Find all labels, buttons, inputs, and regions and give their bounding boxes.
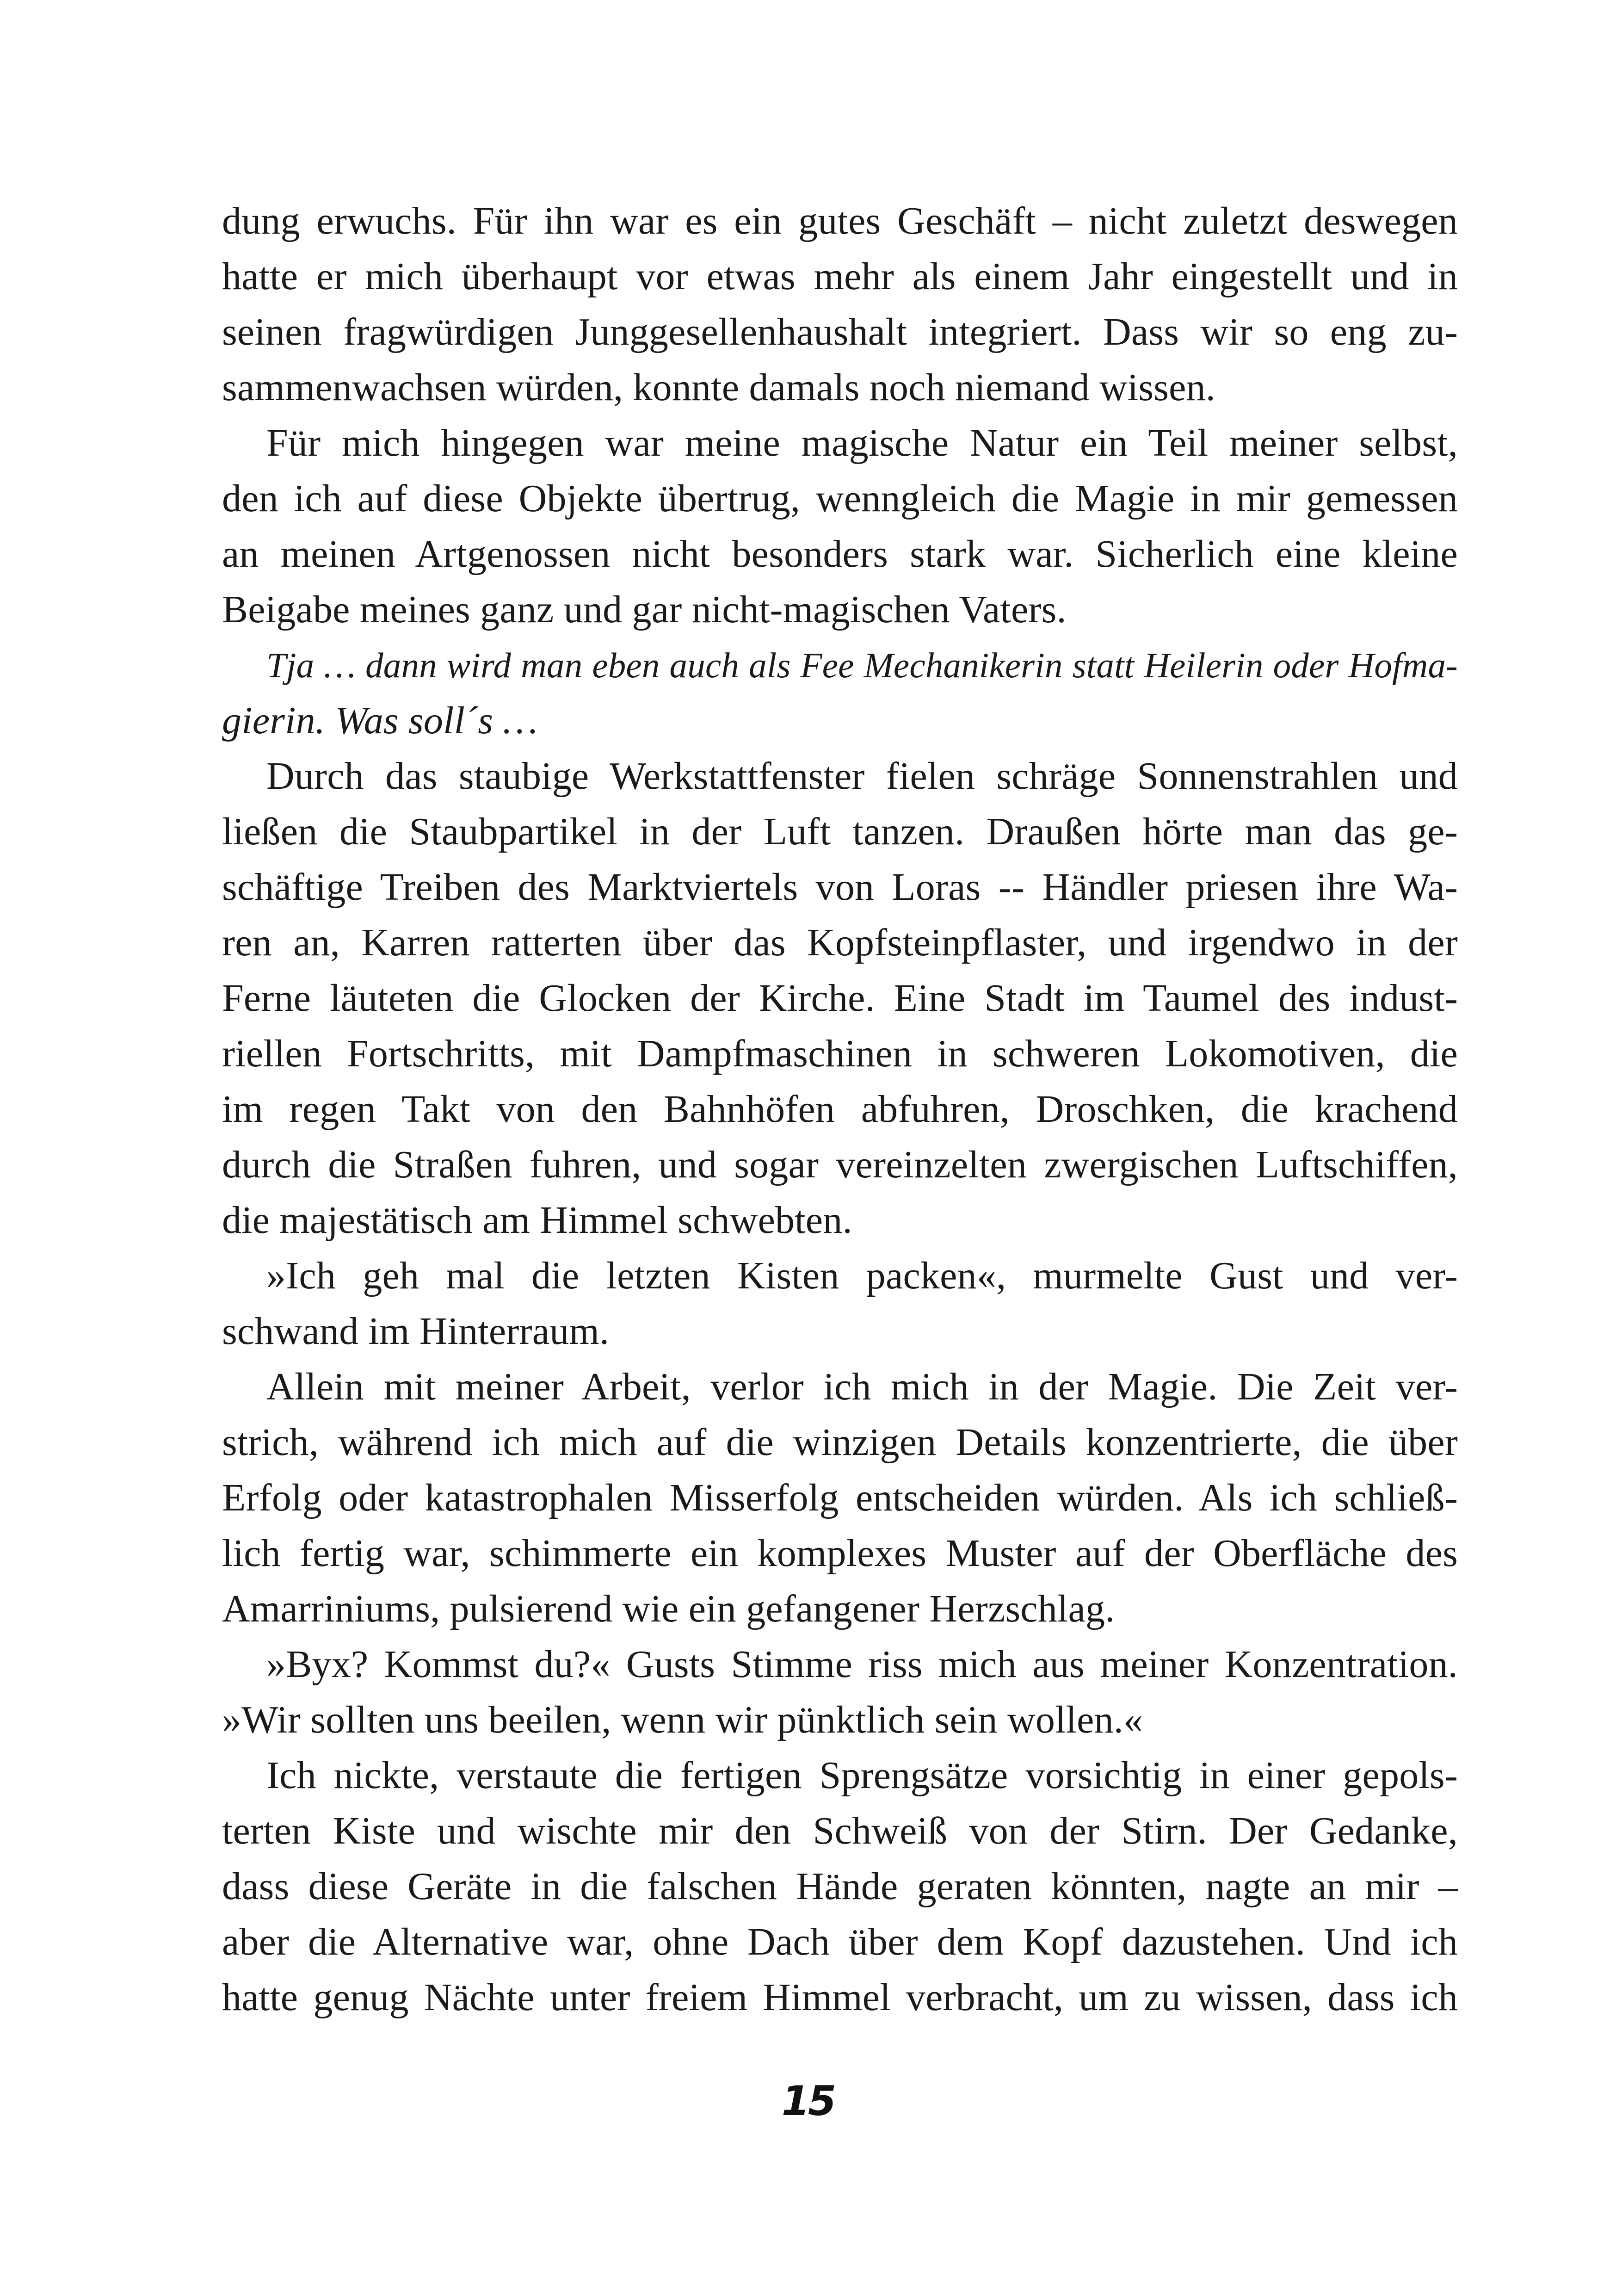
text-line: aber die Alternative war, ohne Dach über dem Kopf dazustehen. Und ich [222,1920,1458,1963]
text-line: die majestätisch am Himmel schwebten. [222,1199,852,1242]
book-page-text [222,193,1458,2025]
text-line: sammenwachsen würden, konnte damals noch niemand wissen. [222,366,1215,409]
text-line: Beigabe meines ganz und gar nicht-magischen Vaters. [222,588,1067,631]
text-line: gierin. Was soll´s … [222,699,538,742]
page-number: 15 [781,2077,835,2125]
text-line: »Ich geh mal die letzten Kisten packen«, murmelte Gust und ver- [266,1254,1458,1297]
paragraph [222,415,1458,637]
text-line: den ich auf diese Objekte übertrug, wenngleich die Magie in mir gemessen [222,477,1458,520]
paragraph [222,1359,1458,1637]
text-line: durch die Straßen fuhren, und sogar vereinzelten zwergischen Luftschiffen, [222,1143,1458,1186]
text-line: Allein mit meiner Arbeit, verlor ich mich in der Magie. Die Zeit ver- [266,1365,1458,1408]
paragraph [222,749,1458,1248]
text-line: lich fertig war, schimmerte ein komplexes Muster auf der Oberfläche des [222,1532,1458,1575]
text-line: Ferne läuteten die Glocken der Kirche. Eine Stadt im Taumel des indust- [222,977,1458,1020]
text-line: dung erwuchs. Für ihn war es ein gutes Geschäft – nicht zuletzt deswegen [222,199,1458,242]
dialogue-paragraph [222,1248,1458,1359]
text-line: hatte genug Nächte unter freiem Himmel verbracht, um zu wissen, dass ich [222,1976,1458,2019]
dialogue-paragraph [222,1637,1458,1748]
text-line: ren an, Karren ratterten über das Kopfsteinpflaster, und irgendwo in der [222,921,1458,964]
text-line: seinen fragwürdigen Junggesellenhaushalt integriert. Dass wir so eng zu- [222,310,1458,353]
text-line: hatte er mich überhaupt vor etwas mehr als einem Jahr eingestellt und in [222,255,1458,298]
text-line: schäftige Treiben des Marktviertels von Loras -- Händler priesen ihre Wa- [222,866,1458,909]
text-line: »Wir sollten uns beeilen, wenn wir pünktlich sein wollen.« [222,1698,1143,1741]
text-line: Ich nickte, verstaute die fertigen Sprengsätze vorsichtig in einer gepols- [266,1754,1458,1797]
text-line: schwand im Hinterraum. [222,1310,610,1353]
text-line: dass diese Geräte in die falschen Hände geraten könnten, nagte an mir – [222,1865,1458,1908]
paragraph [222,193,1458,415]
text-line: »Byx? Kommst du?« Gusts Stimme riss mich aus meiner Konzentration. [266,1643,1458,1686]
italic-thought-paragraph [222,637,1458,749]
text-line: ließen die Staubpartikel in der Luft tanzen. Draußen hörte man das ge- [222,810,1458,853]
text-line: an meinen Artgenossen nicht besonders stark war. Sicherlich eine kleine [222,532,1458,576]
paragraph [222,1748,1458,2025]
text-line: riellen Fortschritts, mit Dampfmaschinen in schweren Lokomotiven, die [222,1032,1458,1075]
text-line: Erfolg oder katastrophalen Misserfolg entscheiden würden. Als ich schließ- [222,1476,1458,1519]
text-line: Amarriniums, pulsierend wie ein gefangener Herzschlag. [222,1587,1115,1630]
text-line: Durch das staubige Werkstattfenster fielen schräge Sonnenstrahlen und [266,755,1458,798]
text-line: strich, während ich mich auf die winzigen Details konzentrierte, die über [222,1421,1458,1464]
text-line: im regen Takt von den Bahnhöfen abfuhren, Droschken, die krachend [222,1088,1458,1131]
text-line: Tja … dann wird man eben auch als Fee Mechanikerin statt Heilerin oder Hofma- [266,645,1458,685]
text-line: terten Kiste und wischte mir den Schweiß von der Stirn. Der Gedanke, [222,1809,1458,1852]
text-line: Für mich hingegen war meine magische Natur ein Teil meiner selbst, [266,421,1458,464]
